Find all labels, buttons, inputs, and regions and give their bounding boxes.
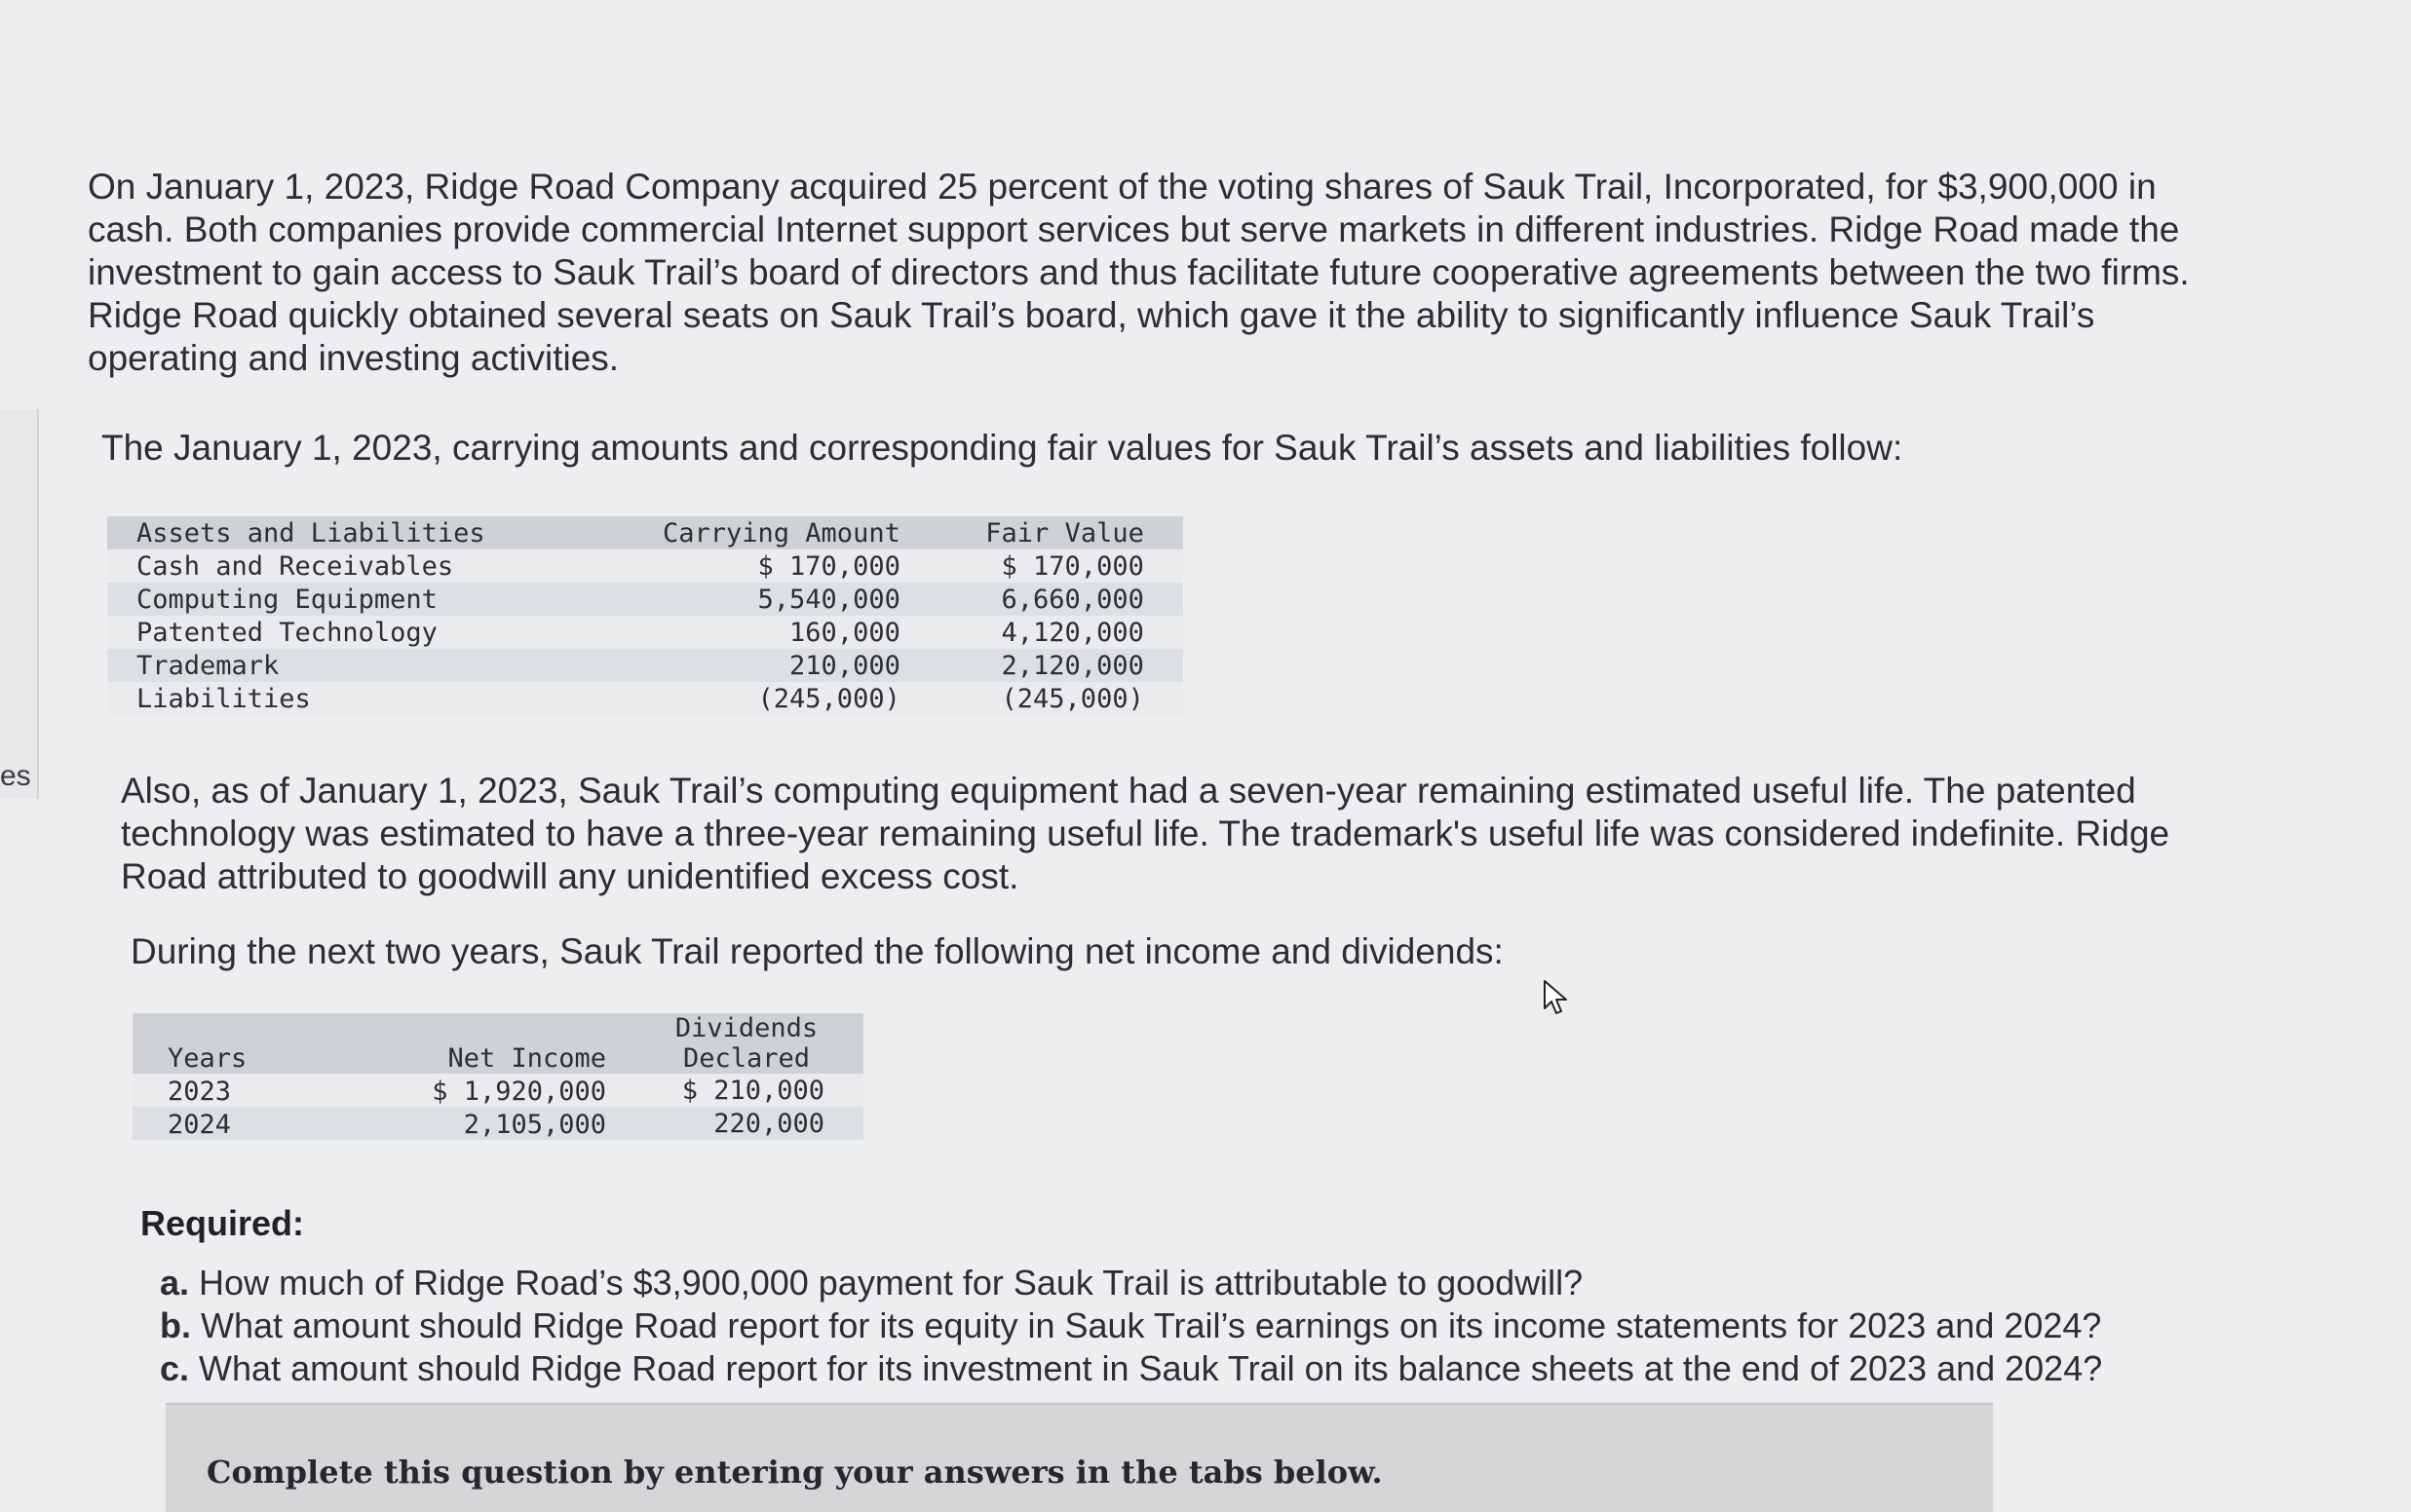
table-row bbox=[107, 649, 1183, 682]
net-income-cell: 2,105,000 bbox=[463, 1110, 606, 1140]
required-heading: Required: bbox=[140, 1203, 305, 1243]
table-row bbox=[107, 549, 1183, 583]
fair-value-cell: 6,660,000 bbox=[1001, 584, 1144, 615]
row-label: Trademark bbox=[136, 650, 280, 681]
column-header: Net Income bbox=[447, 1043, 606, 1074]
table-row bbox=[133, 1074, 863, 1107]
list-item bbox=[160, 1347, 2102, 1390]
requirement-letter: a. bbox=[160, 1263, 190, 1303]
table-header-row bbox=[133, 1013, 863, 1074]
table-row bbox=[107, 583, 1183, 616]
carrying-amounts-intro: The January 1, 2023, carrying amounts and corresponding fair values for Sauk Trail’s assets and liabilities follow: bbox=[101, 428, 1903, 468]
mouse-pointer-icon bbox=[1543, 979, 1570, 1016]
table-header-row bbox=[107, 516, 1183, 549]
year-cell: 2024 bbox=[168, 1110, 232, 1140]
net-income-intro: During the next two years, Sauk Trail reported the following net income and dividends: bbox=[131, 931, 1504, 971]
net-income-cell: $ 1,920,000 bbox=[432, 1077, 606, 1107]
dividends-cell: 220,000 bbox=[713, 1108, 824, 1139]
column-header: Fair Value bbox=[985, 517, 1144, 548]
requirement-letter: b. bbox=[160, 1305, 191, 1345]
carrying-amount-cell: 160,000 bbox=[789, 617, 900, 648]
carrying-amount-cell: (245,000) bbox=[757, 683, 900, 714]
fair-value-table bbox=[107, 516, 1183, 715]
table-row bbox=[107, 682, 1183, 715]
fair-value-cell: 2,120,000 bbox=[1001, 650, 1144, 681]
column-header bbox=[630, 1013, 863, 1074]
useful-life-paragraph: Also, as of January 1, 2023, Sauk Trail’s computing equipment had a seven-year remaining estimated useful life. The patented technology was estimated to have a three-year remaining useful life. The trademark's useful life was considered indefinite. Ridge Road attributed to goodwill any unidentified excess cost. bbox=[121, 771, 2170, 896]
net-income-dividends-table bbox=[133, 1013, 863, 1140]
dividends-cell: $ 210,000 bbox=[681, 1075, 824, 1106]
row-label: Computing Equipment bbox=[136, 584, 438, 615]
column-header: Years bbox=[168, 1043, 248, 1074]
column-header-line: Declared bbox=[682, 1043, 811, 1074]
row-label: Cash and Receivables bbox=[136, 550, 454, 582]
requirement-text: What amount should Ridge Road report for its investment in Sauk Trail on its balance sheets at the end of 2023 and 2024? bbox=[199, 1348, 2103, 1388]
list-item bbox=[160, 1304, 2102, 1347]
carrying-amount-cell: 5,540,000 bbox=[757, 584, 900, 615]
table-row bbox=[133, 1107, 863, 1140]
requirement-text: How much of Ridge Road’s $3,900,000 payment for Sauk Trail is attributable to goodwill? bbox=[199, 1263, 1584, 1303]
column-header-line: Dividends bbox=[674, 1013, 819, 1043]
banner-text: Complete this question by entering your answers in the tabs below. bbox=[207, 1454, 1383, 1491]
year-cell: 2023 bbox=[168, 1077, 232, 1107]
instructions-banner bbox=[166, 1403, 1993, 1512]
requirement-letter: c. bbox=[160, 1348, 190, 1388]
row-label: Patented Technology bbox=[136, 617, 438, 648]
intro-paragraph: On January 1, 2023, Ridge Road Company acquired 25 percent of the voting shares of Sauk Trail, Incorporated, for $3,900,000 in cash. Both companies provide commercial Internet support services but serve markets in different industries. Ridge Road made the investment to gain access to Sauk Trail’s board of directors and thus facilitate future cooperative agreements between the two firms. Ridge Road quickly obtained several seats on Sauk Trail’s board, which gave it the ability to significantly influence Sauk Trail’s operating and investing activities. bbox=[88, 167, 2190, 378]
row-label: Liabilities bbox=[136, 683, 311, 714]
side-panel-edge[interactable] bbox=[0, 409, 39, 799]
carrying-amount-cell: $ 170,000 bbox=[757, 550, 900, 582]
carrying-amount-cell: 210,000 bbox=[789, 650, 900, 681]
column-header: Assets and Liabilities bbox=[136, 517, 485, 548]
table-row bbox=[107, 616, 1183, 649]
requirements-list bbox=[160, 1262, 2102, 1390]
column-header: Carrying Amount bbox=[663, 517, 900, 548]
fair-value-cell: $ 170,000 bbox=[1001, 550, 1144, 582]
requirement-text: What amount should Ridge Road report for its equity in Sauk Trail’s earnings on its income statements for 2023 and 2024? bbox=[201, 1305, 2102, 1345]
fair-value-cell: 4,120,000 bbox=[1001, 617, 1144, 648]
list-item bbox=[160, 1262, 2102, 1304]
fair-value-cell: (245,000) bbox=[1001, 683, 1144, 714]
side-panel-label[interactable]: es bbox=[0, 760, 31, 792]
